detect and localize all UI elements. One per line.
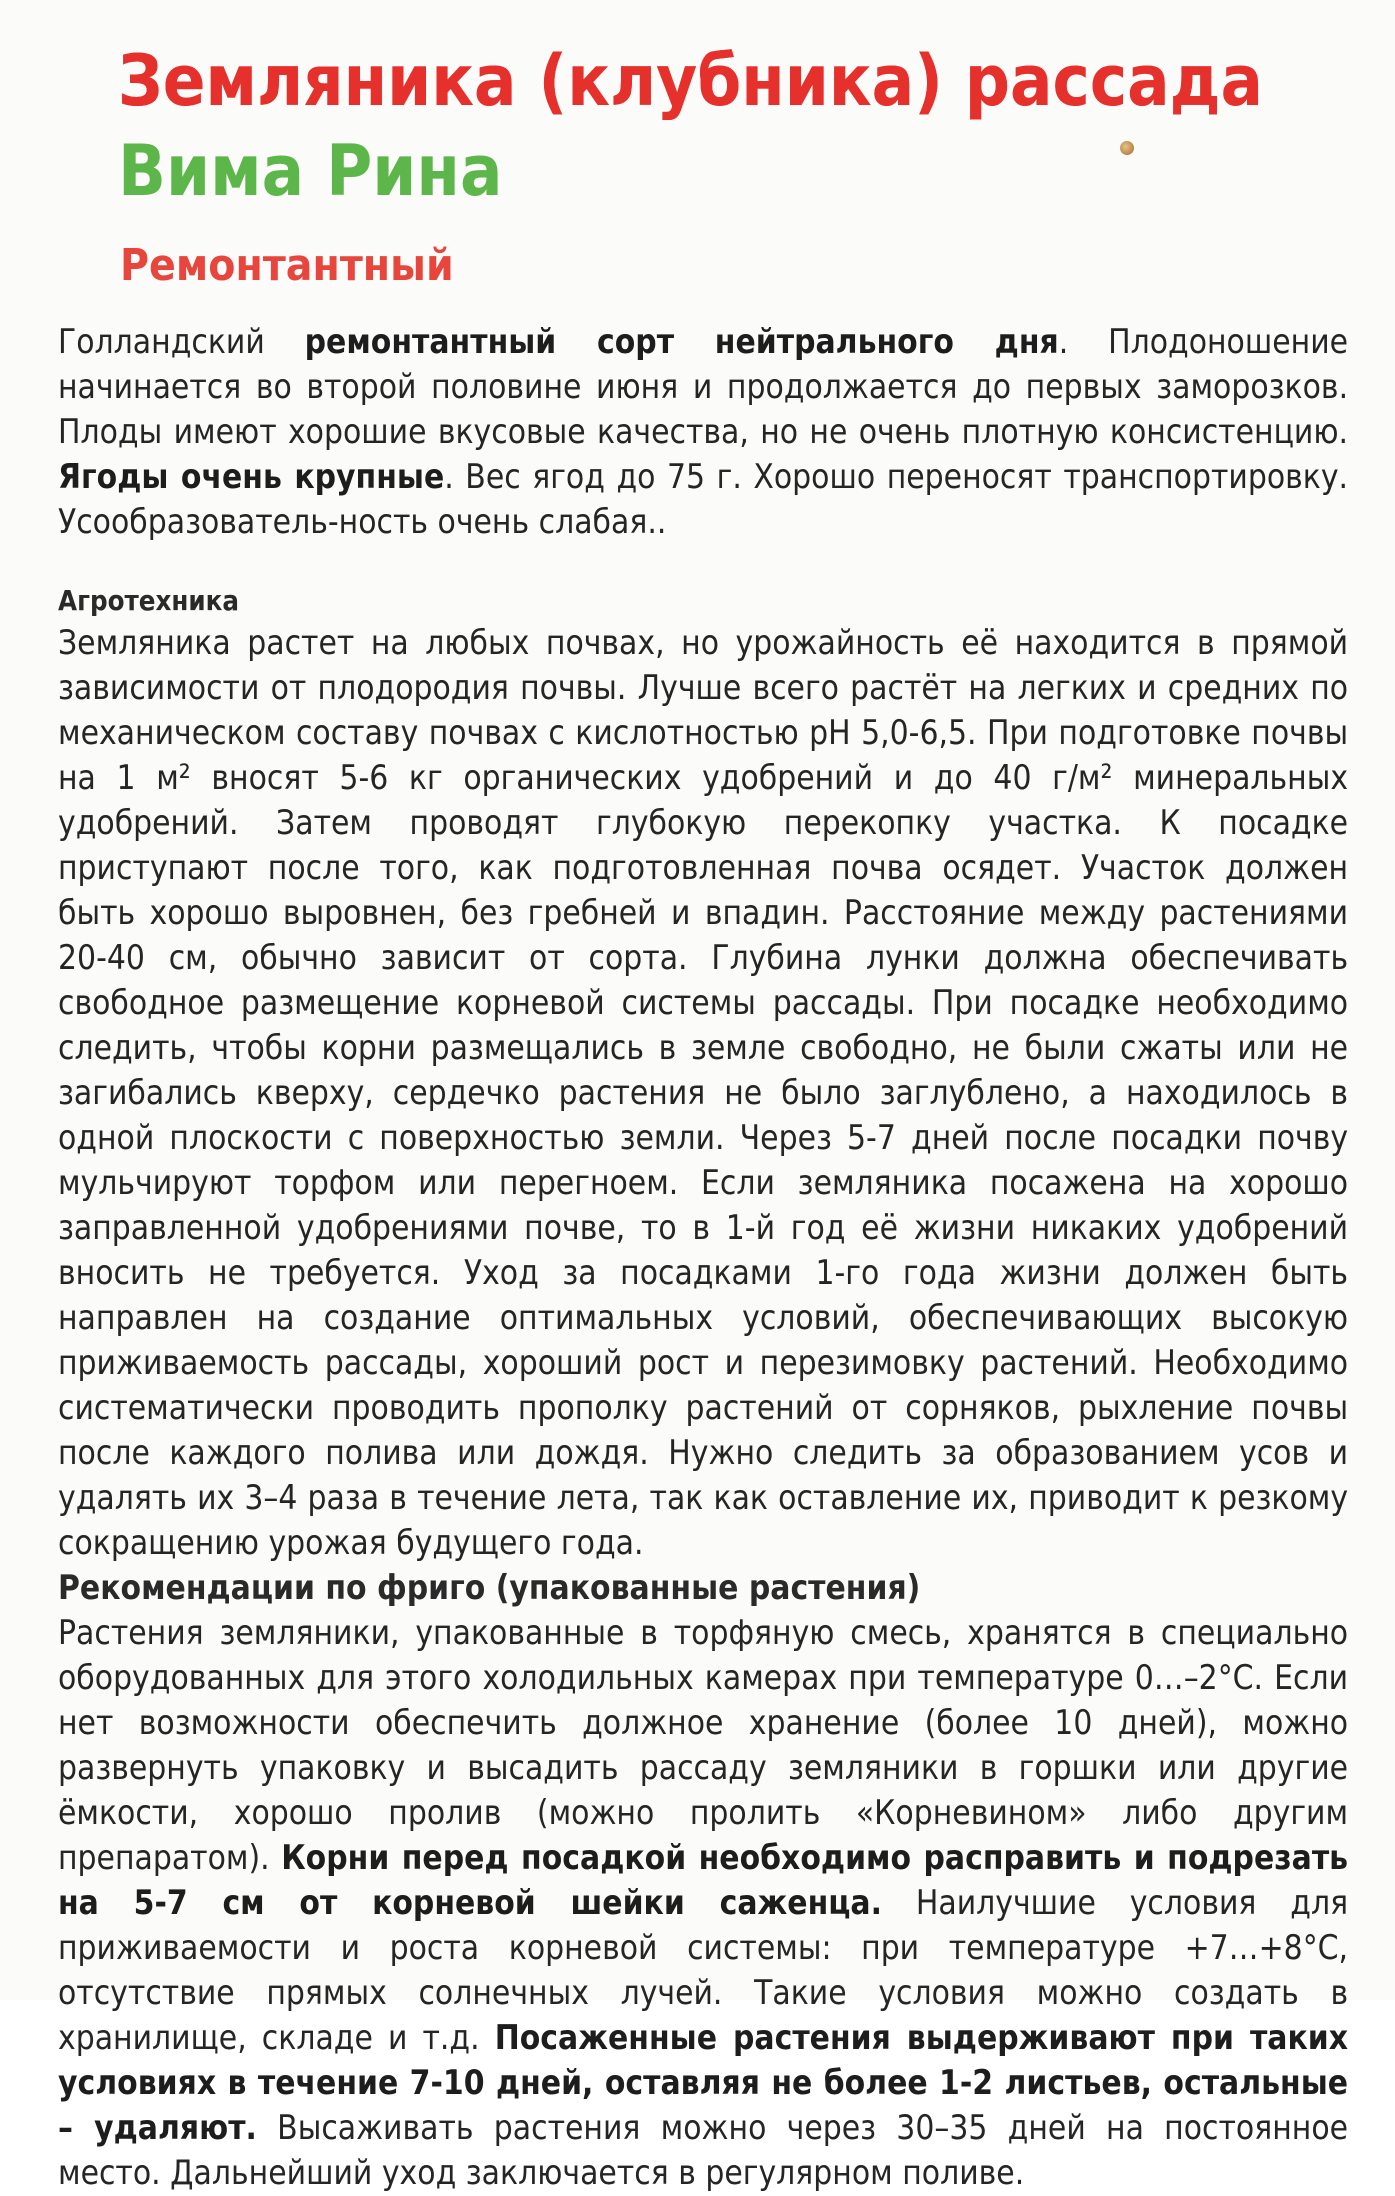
- intro-paragraph: [58, 320, 1348, 545]
- frigo-bold-2: Посаженные растения выдерживают при таких условиях в течение 7-10 дней, оставляя не более 1-2 листьев, остальные – удаляют.: [58, 2018, 1349, 2148]
- agro-paragraph: Земляника растет на любых почвах, но урожайность её находится в прямой зависимости от плодородия почвы. Лучше всего растёт на легких и средних по механическом составу почвах с кислотностью pH 5,0-6,5. При подготовке почвы на 1 м² вносят 5-6 кг органических удобрений и до 40 г/м² минеральных удобрений. Затем проводят глубокую перекопку участка. К посадке приступают после того, как подготовленная почва осядет. Участок должен быть хорошо выровнен, без гребней и впадин. Расстояние между растениями 20-40 см, обычно зависит от сорта. Глубина лунки должна обеспечивать свободное размещение корневой системы рассады. При посадке необходимо следить, чтобы корни размещались в земле свободно, не были сжаты или не загибались кверху, сердечко растения не было заглублено, а находилось в одной плоскости с поверхностью земли. Через 5-7 дней после посадки почву мульчируют торфом или перегноем. Если земляника посажена на хорошо заправленной удобрениями почве, то в 1-й год её жизни никаких удобрений вносить не требуется. Уход за посадками 1-го года жизни должен быть направлен на создание оптимальных условий, обеспечивающих высокую приживаемость рассады, хороший рост и перезимовку растений. Необходимо систематически проводить прополку растений от сорняков, рыхление почвы после каждого полива или дождя. Нужно следить за образованием усов и удалять их 3–4 раза в течение лета, так как оставление их, приводит к резкому сокращению урожая будущего года.: [58, 623, 1349, 1563]
- variety-name: Вима Рина: [118, 130, 503, 212]
- frigo-text-3: Высаживать растения можно через 30–35 дней на постоянное место. Дальнейший уход заключается в регулярном поливе.: [58, 2108, 1349, 2193]
- intro-text-3: . Вес ягод до 75 г. Хорошо переносят транспортировку. Усообразователь-ность очень слабая..: [58, 457, 1349, 542]
- frigo-paragraph: [58, 1611, 1348, 2196]
- agro-heading: Агротехника: [58, 584, 240, 617]
- intro-bold-1: ремонтантный сорт нейтрального дня: [304, 322, 1059, 362]
- intro-text-1: Голландский: [58, 322, 305, 362]
- intro-bold-2: Ягоды очень крупные: [58, 457, 445, 497]
- variety-type: Ремонтантный: [120, 240, 454, 291]
- page-title: Земляника (клубника) рассада: [118, 40, 1264, 122]
- frigo-text-1: Растения земляники, упакованные в торфяную смесь, хранятся в специально оборудованных для этого холодильных камерах при температуре 0…–2°С. Если нет возможности обеспечить должное хранение (более 10 дней), можно развернуть упаковку и высадить рассаду земляники в горшки или другие ёмкости, хорошо пролив (можно пролить «Корневином» либо другим препаратом).: [58, 1613, 1349, 1878]
- frigo-bold-1: Корни перед посадкой необходимо расправить и подрезать на 5-7 см от корневой шейки саженца.: [58, 1838, 1349, 1923]
- intro-text-2: . Плодоношение начинается во второй половине июня и продолжается до первых заморозков. Плоды имеют хорошие вкусовые качества, но не очень плотную консистенцию.: [58, 322, 1349, 452]
- frigo-text-2: Наилучшие условия для приживаемости и роста корневой системы: при температуре +7…+8°С, отсутствие прямых солнечных лучей. Такие условия можно создать в хранилище, складе и т.д.: [58, 1883, 1349, 2058]
- frigo-heading: Рекомендации по фриго (упакованные растения): [58, 1568, 921, 1608]
